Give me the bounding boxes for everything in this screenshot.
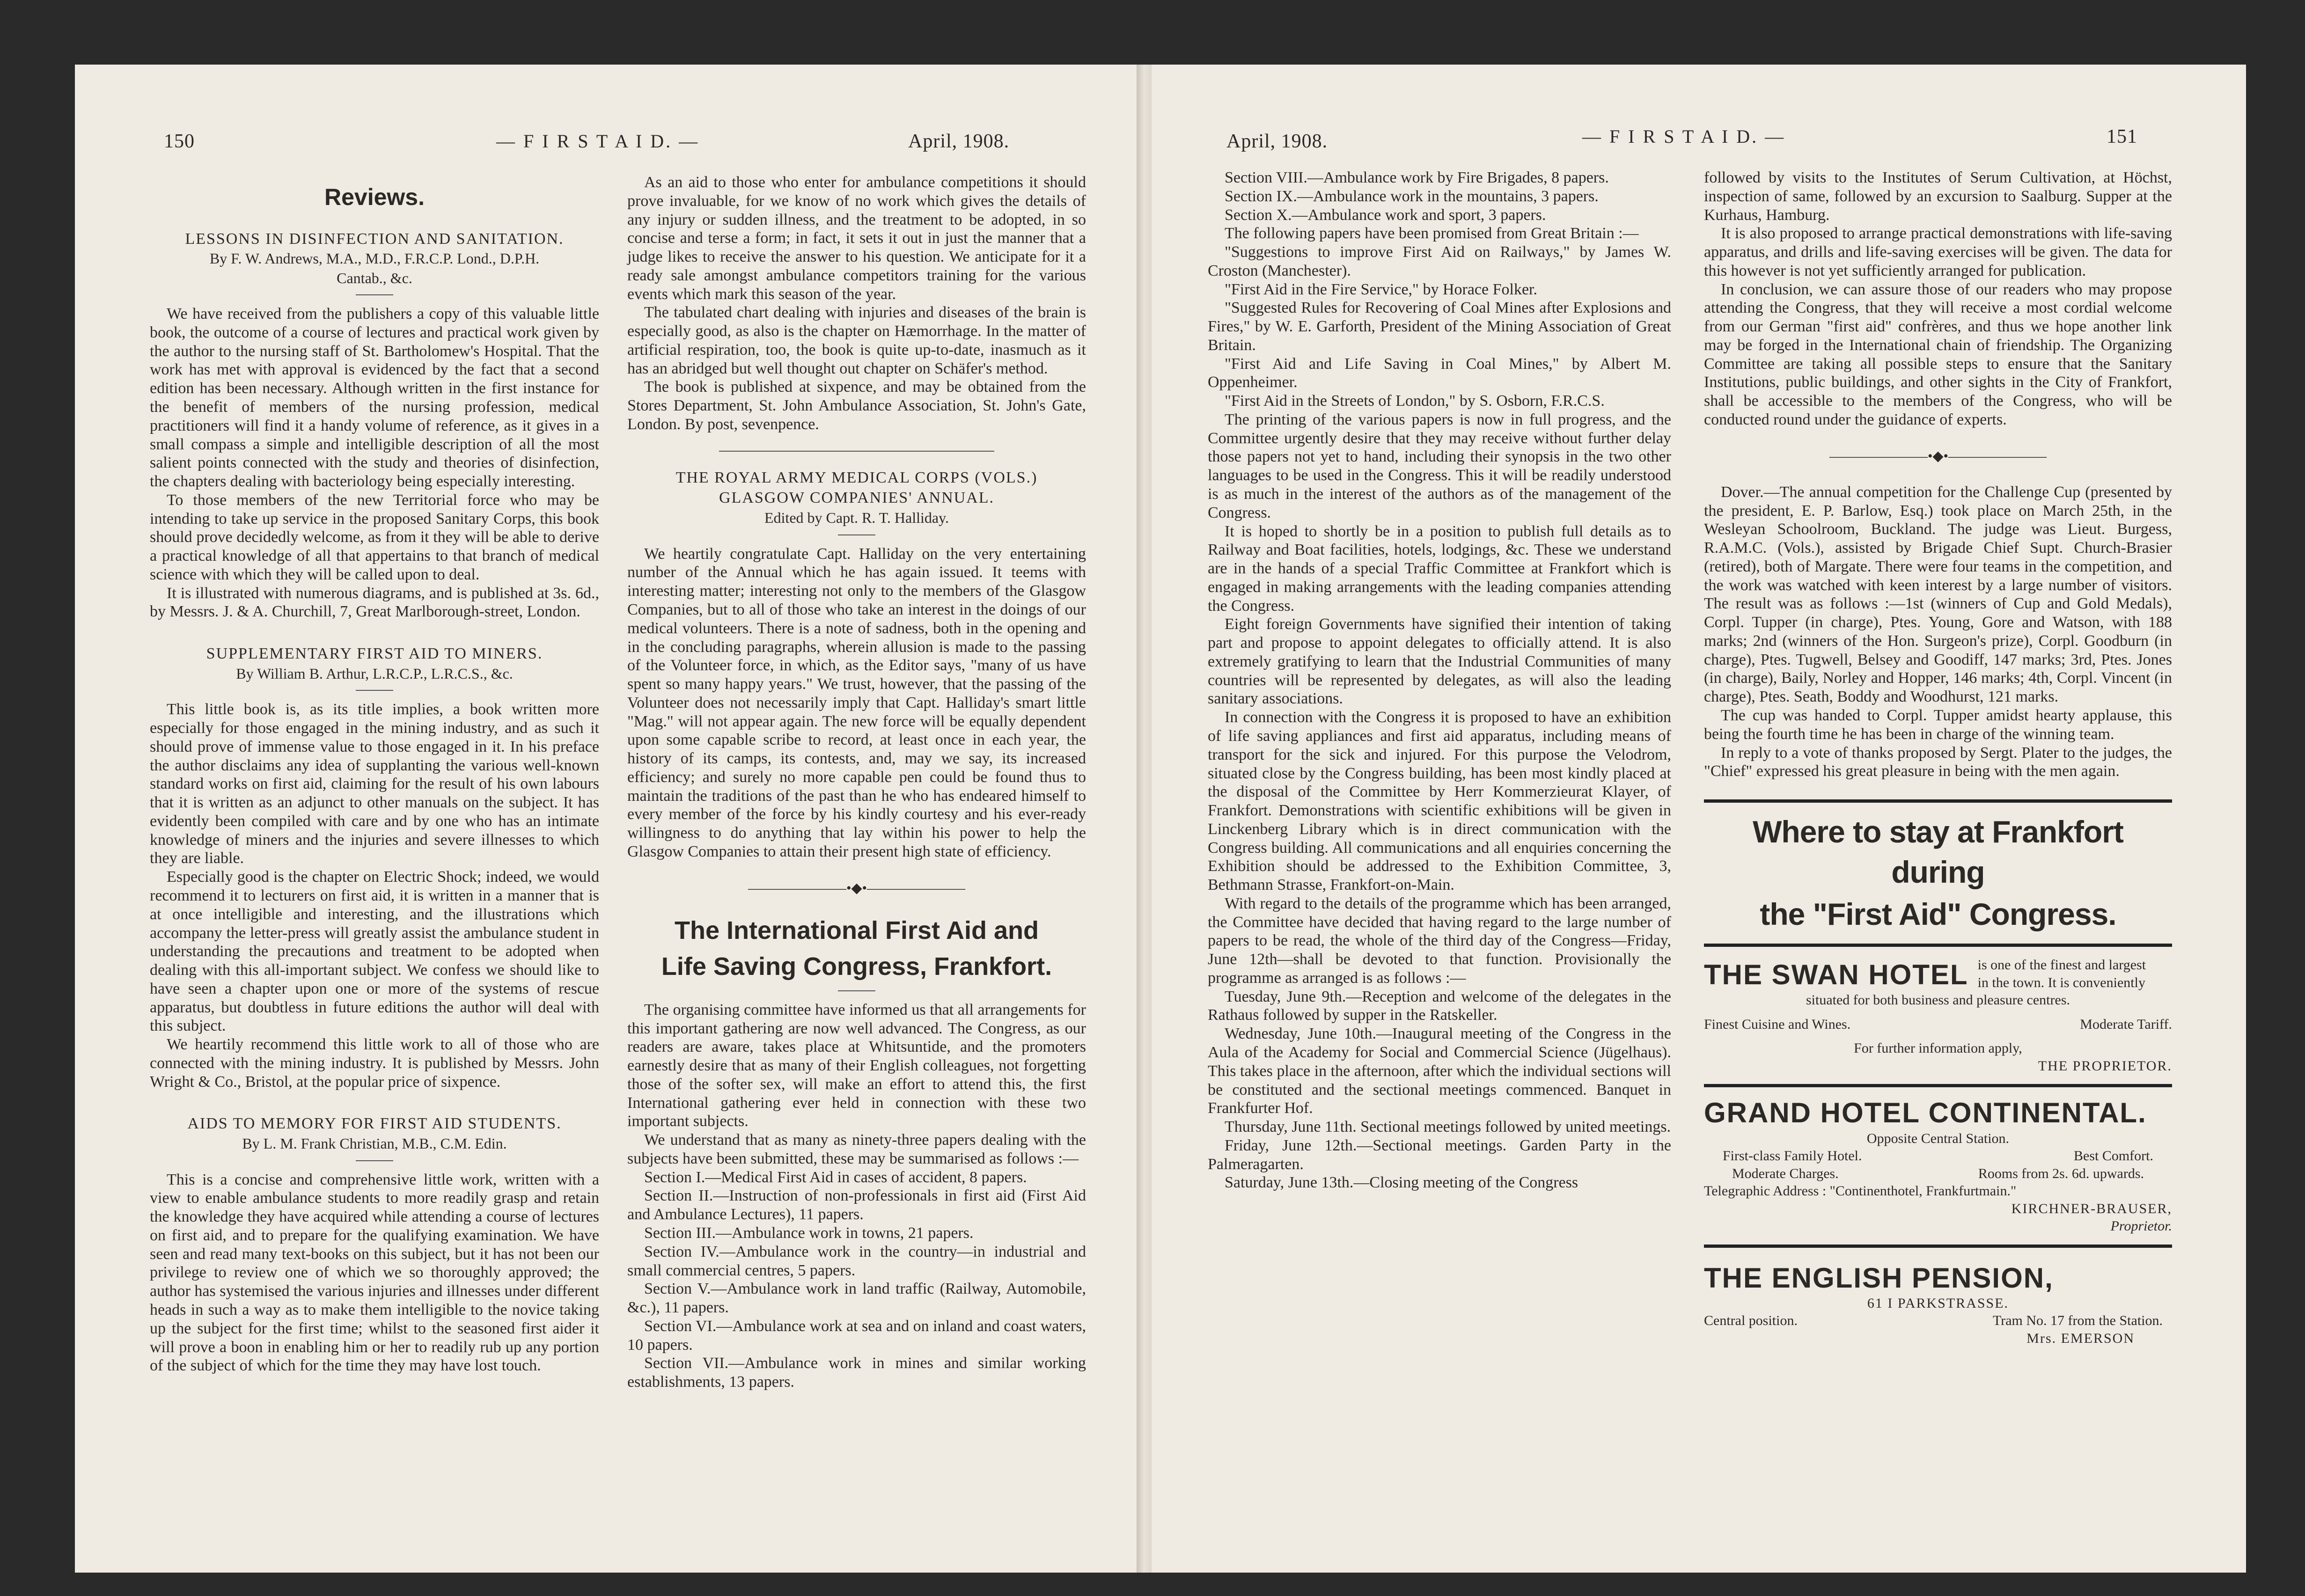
paragraph: Section IX.—Ambulance work in the mountains, 3 papers. <box>1225 187 1599 205</box>
paragraph: "First Aid in the Fire Service," by Horace Folker. <box>1225 280 1537 298</box>
paragraph: Saturday, June 13th.—Closing meeting of the Congress <box>1225 1174 1578 1192</box>
divider <box>838 990 875 991</box>
paragraph: "First Aid in the Streets of London," by S. Osborn, F.R.C.S. <box>1225 392 1605 410</box>
advert-heading-1: Where to stay at Frankfort during <box>1753 814 2123 889</box>
grand-hotel-name: GRAND HOTEL CONTINENTAL. <box>1704 1097 2147 1129</box>
right-column-1 <box>1208 168 1671 1192</box>
grand-telegraphic: Telegraphic Address : "Continenthotel, Frankfurtmain." <box>1704 1183 2017 1199</box>
paragraph: Thursday, June 11th. Sectional meetings followed by united meetings. <box>1225 1118 1671 1136</box>
paragraph: Section II.—Instruction of non-professionals in first aid (First Aid and Ambulance Lectures), 11 papers. <box>627 1187 1086 1223</box>
right-date: April, 1908. <box>1226 131 1328 152</box>
swan-desc-3: situated for both business and pleasure centres. <box>1806 992 2070 1008</box>
congress-heading-2: Life Saving Congress, Frankfort. <box>661 952 1052 981</box>
ornament-divider: ———————•◆•——————— <box>1829 448 2047 464</box>
paragraph: Especially good is the chapter on Electric Shock; indeed, we would recommend it to lecturers on first aid, it is written in a manner that is at once intelligible and interesting, and the illustrations which accompany the letter-press will greatly assist the ambulance student in understanding the precautions and treatment to be adopted when dealing with this all-important subject. We confess we should like to have seen a chapter upon one or more of the systems of rescue apparatus, but doubtless in future editions the author will deal with this subject. <box>150 868 599 1035</box>
review2-title: SUPPLEMENTARY FIRST AID TO MINERS. <box>206 645 543 663</box>
divider <box>356 294 393 295</box>
paragraph: We heartily congratulate Capt. Halliday on the very entertaining number of the Annual which he has again issued. It teems with interesting matter; interesting not only to the members of the Glasgow Companies, but to all of those who take an interest in the doings of our medical volunteers. There is a note of sadness, both in the opening and in the concluding paragraphs, wherein allusion is made to the passing of the Volunteer force, in which, as the Editor says, "many of us have spent so many happy years." We trust, however, that the passing of the Volunteer does not necessarily imply that Capt. Halliday's smart little "Mag." will not appear again. The new force will be equally dependent upon some capable scribe to record, at least once in each year, the history of its camps, its contests, and, may we say, its increased efficiency; and surely no more capable pen could be found thus to maintain the traditions of the past than he who has endeared himself to every member of the force by his kindly courtesy and his ever-ready willingness to do anything that lay within his power to help the Glasgow Companies to attain their present high state of efficiency. <box>627 545 1086 860</box>
paragraph: Tuesday, June 9th.—Reception and welcome of the delegates in the Rathaus followed by supper in the Ratskeller. <box>1208 988 1671 1024</box>
left-running-title: — F I R S T A I D. — <box>496 131 700 152</box>
grand-family: First-class Family Hotel. <box>1723 1148 1862 1164</box>
paragraph: Section III.—Ambulance work in towns, 21 papers. <box>644 1224 974 1242</box>
pension-address: 61 I PARKSTRASSE. <box>1867 1295 2009 1311</box>
paragraph: The tabulated chart dealing with injuries and diseases of the brain is especially good, as also is the chapter on Hæmorrhage. In the matter of artificial respiration, too, the book is quite up-to-date, inasmuch as it has an abridged but well thought out chapter on Schäfer's method. <box>627 304 1086 377</box>
paragraph: Eight foreign Governments have signified their intention of taking part and propose to appoint delegates to officially attend. It is also extremely gratifying to learn that the Industrial Communities of many countries will be represented by delegates, as will also the leading sanitary associations. <box>1208 615 1671 708</box>
paragraph: The book is published at sixpence, and may be obtained from the Stores Department, St. John Ambulance Association, St. John's Gate, London. By post, sevenpence. <box>627 378 1086 433</box>
paragraph: Wednesday, June 10th.—Inaugural meeting of the Congress in the Aula of the Academy for Social and Commercial Science (Jügelhaus). This takes place in the afternoon, after which the individual sections will be constituted and the sectional meetings commenced. Banquet in Frankfurter Hof. <box>1208 1025 1671 1117</box>
right-running-title: — F I R S T A I D. — <box>1582 126 1786 147</box>
grand-row-1 <box>1704 1147 2172 1165</box>
paragraph: "Suggestions to improve First Aid on Railways," by James W. Croston (Manchester). <box>1208 243 1671 279</box>
paragraph: The cup was handed to Corpl. Tupper amidst hearty applause, this being the fourth time he has been in charge of the winning team. <box>1704 707 2172 743</box>
swan-details <box>1704 1016 2172 1033</box>
divider <box>838 534 875 535</box>
divider <box>1704 1084 2172 1087</box>
right-page-number: 151 <box>2107 126 2137 147</box>
congress-heading-1: The International First Aid and <box>674 916 1039 944</box>
grand-owner-title: Proprietor. <box>2110 1218 2172 1234</box>
paragraph: Section VI.—Ambulance work at sea and on inland and coast waters, 10 papers. <box>627 1317 1086 1354</box>
left-date: April, 1908. <box>908 131 1010 152</box>
paragraph: Section V.—Ambulance work in land traffic (Railway, Automobile, &c.), 11 papers. <box>627 1280 1086 1317</box>
review1-title: LESSONS IN DISINFECTION AND SANITATION. <box>185 230 564 248</box>
paragraph: This little book is, as its title implies, a book written more especially for those engaged in the mining industry, and as such it should prove of immense value to those engaged in it. In his preface the author disclaims any idea of supplanting the various well-known standard works on first aid, claiming for the result of his own labours that it is written as an adjunct to other manuals on the subject. It has evidently been compiled with care and by one who has an intimate knowledge of miners and the injuries and severe illnesses to which they are liable. <box>150 701 599 867</box>
paragraph: The printing of the various papers is now in full progress, and the Committee urgently desire that they may receive without further delay those papers not yet to hand, including their synopsis in the two other languages to be used in the Congress. This it will be readily understood is as much in the interest of the authors as of the management of the Congress. <box>1208 410 1671 521</box>
paragraph: Section X.—Ambulance work and sport, 3 papers. <box>1225 206 1546 224</box>
review1-author: By F. W. Andrews, M.A., M.D., F.R.C.P. Lond., D.P.H. <box>209 250 540 267</box>
divider <box>1704 799 2172 803</box>
left-column-1 <box>150 173 599 1375</box>
review4-author: Edited by Capt. R. T. Halliday. <box>764 509 949 527</box>
swan-desc-1: is one of the finest and largest <box>1977 957 2146 973</box>
reviews-heading: Reviews. <box>324 184 425 210</box>
swan-cuisine: Finest Cuisine and Wines. <box>1704 1016 1851 1032</box>
divider <box>1704 944 2172 947</box>
pension-row <box>1704 1312 2172 1330</box>
pension-owner: Mrs. EMERSON <box>2026 1330 2135 1346</box>
paragraph: The following papers have been promised from Great Britain :— <box>1225 225 1639 242</box>
grand-row-2 <box>1704 1165 2172 1183</box>
paragraph: As an aid to those who enter for ambulance competitions it should prove invaluable, for we know of no work which gives the details of any injury or sudden illness, and the treatment to be adopted, in so concise and terse a form; in fact, it sets it out in just the manner that a judge likes to receive the answer to his question. We anticipate for it a ready sale amongst ambulance competitors training for the various events which mark this season of the year. <box>627 174 1086 303</box>
left-page-number: 150 <box>164 131 195 152</box>
grand-owner: KIRCHNER-BRAUSER, <box>2011 1201 2172 1216</box>
paragraph: "Suggested Rules for Recovering of Coal Mines after Explosions and Fires," by W. E. Garforth, President of the Mining Association of Great Britain. <box>1208 299 1671 354</box>
swan-tariff: Moderate Tariff. <box>2080 1016 2172 1032</box>
pension-tram: Tram No. 17 from the Station. <box>1992 1313 2163 1329</box>
paragraph: It is also proposed to arrange practical demonstrations with life-saving apparatus, and drills and life-saving exercises will be given. The data for this however is not yet sufficiently arranged for publication. <box>1704 225 2172 279</box>
left-column-2 <box>627 173 1086 1391</box>
grand-comfort: Best Comfort. <box>2074 1148 2153 1164</box>
paragraph: With regard to the details of the programme which has been arranged, the Committee have decided that having regard to the large number of papers to be read, the whole of the third day of the Congress—Friday, June 12th—shall be devoted to that function. Provisionally the programme as arranged is as follows :— <box>1208 894 1671 987</box>
paragraph: Friday, June 12th.—Sectional meetings. Garden Party in the Palmeragarten. <box>1208 1136 1671 1173</box>
paragraph: We heartily recommend this little work to all of those who are connected with the mining industry. It is published by Messrs. John Wright & Co., Bristol, at the popular price of sixpence. <box>150 1036 599 1091</box>
paragraph: The organising committee have informed us that all arrangements for this important gathering are now well advanced. The Congress, as our readers are aware, takes place at Whitsuntide, and the promoters earnestly desire that as many of their English colleagues, not forgetting those of the softer sex, will make an effort to attend this, the first International gathering ever held in connection with these two important subjects. <box>627 1001 1086 1130</box>
grand-opposite: Opposite Central Station. <box>1866 1130 2010 1146</box>
divider <box>356 690 393 691</box>
paragraph: In reply to a vote of thanks proposed by Sergt. Plater to the judges, the "Chief" expressed his great pleasure in being with the men again. <box>1704 744 2172 780</box>
advert-heading-2: the "First Aid" Congress. <box>1760 896 2116 931</box>
paragraph: We understand that as many as ninety-three papers dealing with the subjects have been submitted, these may be summarised as follows :— <box>627 1131 1086 1167</box>
paragraph: Dover.—The annual competition for the Challenge Cup (presented by the president, E. P. Barlow, Esq.) took place on March 25th, in the Wesleyan Schoolroom, Buckland. The judge was Lieut. Burgess, R.A.M.C. (Vols.), assisted by Brigade Chief Supt. Church-Brasier (retired), both of Margate. There were four teams in the competition, and the work was watched with keen interest by a large number of visitors. The result was as follows :—1st (winners of Cup and Gold Medals), Corpl. Tupper (in charge), Ptes. Young, Gore and Watson, with 188 marks; 2nd (winners of the Hon. Surgeon's prize), Corpl. Goodburn (in charge), Ptes. Tugwell, Belsey and Goodiff, 147 marks; 3rd, Ptes. Jones (in charge), Baily, Norley and Hopper, 146 marks; 4th, Corpl. Vincent (in charge), Ptes. Seath, Boddy and Woodhurst, 121 marks. <box>1704 483 2172 706</box>
swan-info: For further information apply, <box>1854 1040 2022 1056</box>
right-column-2 <box>1704 168 2172 1347</box>
swan-hotel-name: THE SWAN HOTEL <box>1704 959 1968 991</box>
review4-title-1: THE ROYAL ARMY MEDICAL CORPS (VOLS.) <box>675 469 1038 486</box>
paragraph: Section I.—Medical First Aid in cases of accident, 8 papers. <box>644 1168 1027 1186</box>
pension-name: THE ENGLISH PENSION, <box>1704 1262 2054 1294</box>
paragraph: "First Aid and Life Saving in Coal Mines," by Albert M. Oppenheimer. <box>1208 355 1671 391</box>
grand-charges: Moderate Charges. <box>1732 1165 1839 1181</box>
paragraph: This is a concise and comprehensive little work, written with a view to enable ambulance students to more readily grasp and retain the knowledge they have acquired while attending a course of lectures on first aid, and to prepare for the qualifying examination. We have seen and read many text-books on this subject, but it has not been our privilege to review one of which we so thoroughly approved; the author has systemised the various injuries and illnesses under different heads in such a way as to make them intelligible to the novice taking up the subject for the first time; whilst to the seasoned first aider it will prove a boon in enabling him or her to readily rub up any portion of the subject of which for the time they may have lost touch. <box>150 1171 599 1375</box>
grand-rooms: Rooms from 2s. 6d. upwards. <box>1978 1165 2144 1181</box>
ornament-divider: ———————•◆•——————— <box>748 880 966 896</box>
hotel-advertisement <box>1704 799 2172 1347</box>
paragraph: followed by visits to the Institutes of Serum Cultivation, at Höchst, inspection of same, followed by an excursion to Saalburg. Supper at the Kurhaus, Hamburg. <box>1704 169 2172 224</box>
paragraph: Section IV.—Ambulance work in the country—in industrial and small commercial centres, 5 papers. <box>627 1243 1086 1279</box>
swan-hotel-desc <box>1978 956 2146 991</box>
review2-author: By William B. Arthur, L.R.C.P., L.R.C.S., &c. <box>236 665 513 682</box>
paragraph: In conclusion, we can assure those of our readers who may propose attending the Congress, that they will receive a most cordial welcome from our German "first aid" confrères, and thus we hope another link may be forged in the International chain of friendship. The Organizing Committee are taking all possible steps to ensure that the Sanitary Institutions, public buildings, and other sights in the City of Frankfort, shall be accessible to the members of the Congress, who will be conducted round under the guidance of experts. <box>1704 280 2172 428</box>
review3-title: AIDS TO MEMORY FOR FIRST AID STUDENTS. <box>187 1115 562 1133</box>
divider <box>1704 1245 2172 1248</box>
swan-hotel <box>1704 956 2172 991</box>
paragraph: It is illustrated with numerous diagrams, and is published at 3s. 6d., by Messrs. J. & A. Churchill, 7, Great Marlborough-street, London. <box>150 584 599 621</box>
review3-author: By L. M. Frank Christian, M.B., C.M. Edin. <box>242 1135 507 1152</box>
review1-author-2: Cantab., &c. <box>337 269 412 286</box>
swan-desc-2: in the town. It is conveniently <box>1977 974 2145 990</box>
swan-proprietor: THE PROPRIETOR. <box>2038 1058 2172 1074</box>
paragraph: To those members of the new Territorial force who may be intending to take up service in the proposed Sanitary Corps, this book should prove decidedly welcome, as from it they will be able to derive a practical knowledge of all that appertains to that branch of medical science with which they will be called upon to deal. <box>150 491 599 583</box>
paragraph: It is hoped to shortly be in a position to publish full details as to Railway and Boat facilities, hotels, lodgings, &c. These we understand are in the hands of a special Traffic Committee at Frankfort which is engaged in making arrangements with the leading companies attending the Congress. <box>1208 522 1671 615</box>
divider <box>356 1160 393 1161</box>
divider <box>719 451 994 452</box>
paragraph: We have received from the publishers a copy of this valuable little book, the outcome of a course of lectures and practical work given by the author to the nursing staff of St. Bartholomew's Hospital. That the work has met with approval is evidenced by the fact that a second edition has been necessary. Although written in the first instance for the benefit of members of the nursing profession, medical practitioners will find it a handy volume of reference, as it gives in a small compass a simple and intelligible description of all the most salient points connected with the study and theories of disinfection, the chapters dealing with bacteriology being especially interesting. <box>150 305 599 491</box>
paragraph: Section VIII.—Ambulance work by Fire Brigades, 8 papers. <box>1225 169 1609 186</box>
pension-central: Central position. <box>1704 1313 1798 1329</box>
review4-title-2: GLASGOW COMPANIES' ANNUAL. <box>719 489 994 507</box>
paragraph: Section VII.—Ambulance work in mines and similar working establishments, 13 papers. <box>627 1354 1086 1391</box>
paragraph: In connection with the Congress it is proposed to have an exhibition of life saving appliances and first aid apparatus, including means of transport for the sick and injured. For this purpose the Velodrom, situated close by the Congress building, has been most kindly placed at the disposal of the Committee by Herr Kommerzieurat Klayer, of Frankfort. Demonstrations with scientific exhibitions will be given in Linckenberg Library which is in direct communication with the Congress building. All communications and all enquiries concerning the Exhibition should be addressed to the Exhibition Committee, 3, Bethmann Strasse, Frankfort-on-Main. <box>1208 709 1671 894</box>
